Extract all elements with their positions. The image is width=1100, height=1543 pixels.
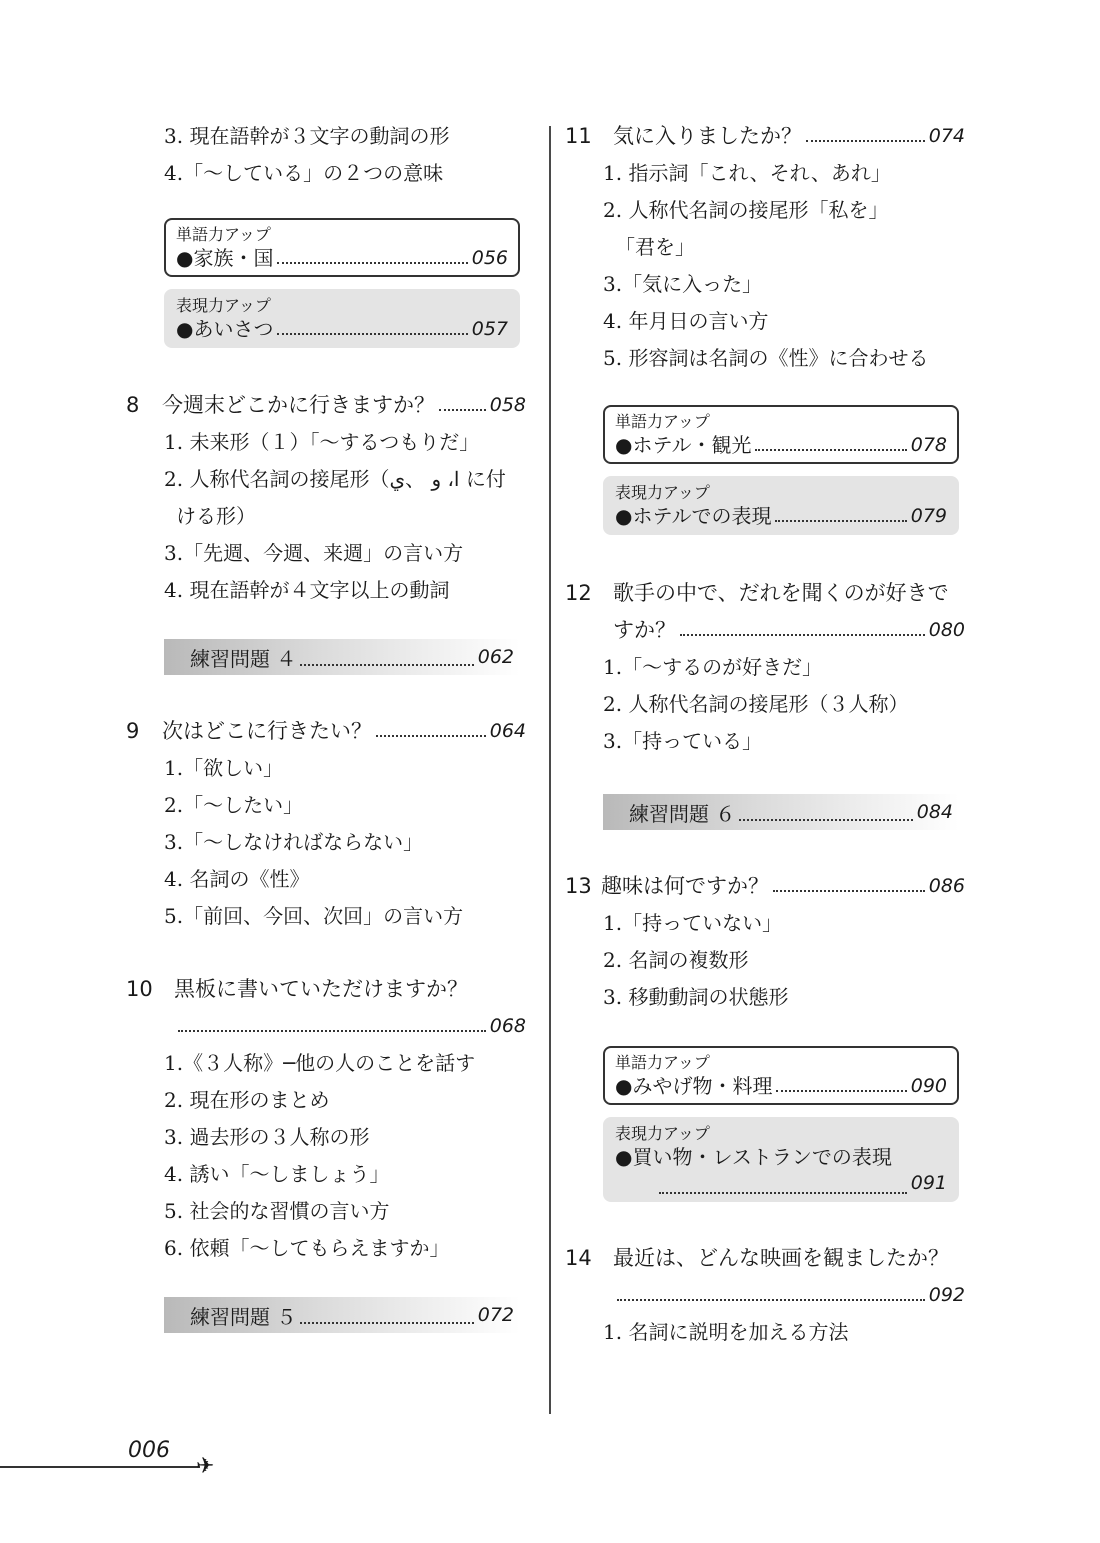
toc-subitem: 1.《３人称》─他の人のことを話す — [164, 1051, 476, 1075]
vocab-box[interactable] — [164, 218, 520, 277]
page-number: 080 — [928, 619, 965, 641]
dot-leader — [776, 1073, 906, 1092]
page-number: 062 — [477, 646, 514, 668]
chapter-title: 次はどこに行きたい？ — [162, 719, 372, 743]
toc-subitem: 5. 形容詞は名詞の《性》に合わせる — [603, 346, 929, 370]
dot-leader — [773, 868, 925, 892]
toc-subitem-continued: ける形） — [176, 504, 256, 528]
box-label: 表現力アップ — [176, 296, 271, 315]
box-title: ●あいさつ — [176, 317, 274, 341]
dot-leader — [277, 245, 467, 264]
chapter-8-heading[interactable] — [126, 387, 526, 424]
page-number: 090 — [910, 1075, 947, 1097]
chapter-12-heading[interactable] — [565, 575, 965, 612]
dot-leader — [755, 432, 906, 451]
box-title: ●家族・国 — [176, 246, 274, 270]
exercise-title: 練習問題 ４ — [190, 646, 297, 671]
toc-subitem: 1. 指示詞「これ、それ、あれ」 — [603, 161, 891, 185]
dot-leader — [775, 503, 906, 522]
page-number: 072 — [477, 1304, 514, 1326]
chapter-title: 黒板に書いていただけますか？ — [174, 977, 468, 1001]
box-title: ●ホテル・観光 — [615, 433, 752, 457]
toc-subitem: 5.「前回、今回、次回」の言い方 — [164, 904, 464, 928]
toc-subitem: 2. 人称代名詞の接尾形（３人称） — [603, 692, 909, 716]
chapter-number: 12 — [565, 581, 592, 605]
exercise-title: 練習問題 ５ — [190, 1304, 297, 1329]
page-number: 068 — [489, 1015, 526, 1037]
page-number: 078 — [910, 434, 947, 456]
chapter-title-continued: すか？ — [613, 618, 676, 642]
box-title: ●みやげ物・料理 — [615, 1074, 773, 1098]
toc-subitem: 6. 依頼「～してもらえますか」 — [164, 1236, 450, 1260]
page-number: 058 — [489, 394, 526, 416]
vocab-box[interactable] — [603, 1046, 959, 1105]
exercise-4-banner[interactable] — [164, 639, 520, 675]
toc-subitem: 1.「～するのが好きだ」 — [603, 655, 823, 679]
toc-subitem: 1. 名詞に説明を加える方法 — [603, 1320, 849, 1344]
expression-box[interactable] — [603, 1117, 959, 1202]
toc-subitem: 4. 名詞の《性》 — [164, 867, 310, 891]
dot-leader — [739, 803, 912, 821]
exercise-6-banner[interactable] — [603, 794, 959, 830]
chapter-number: 9 — [126, 719, 140, 743]
vocab-box[interactable] — [603, 405, 959, 464]
toc-subitem: 1.「欲しい」 — [164, 756, 284, 780]
chapter-number: 10 — [126, 977, 153, 1001]
toc-subitem: 5. 社会的な習慣の言い方 — [164, 1199, 390, 1223]
chapter-10-leader — [174, 1008, 526, 1045]
toc-subitem: 3. 移動動詞の状態形 — [603, 985, 789, 1009]
chapter-number: 13 — [565, 874, 592, 898]
toc-subitem: 3.「～しなければならない」 — [164, 830, 424, 854]
toc-subitem: 4. 年月日の言い方 — [603, 309, 769, 333]
page-number: 086 — [928, 875, 965, 897]
toc-subitem: 3. 過去形の３人称の形 — [164, 1125, 370, 1149]
dot-leader — [300, 648, 473, 666]
dot-leader — [617, 1277, 925, 1301]
box-title: ●ホテルでの表現 — [615, 504, 772, 528]
toc-subitem: 3.「気に入った」 — [603, 272, 763, 296]
dot-leader — [376, 713, 486, 737]
chapter-14-heading[interactable] — [565, 1240, 965, 1277]
toc-right-column — [565, 118, 965, 1351]
page-number-footer: 006 — [128, 1438, 170, 1463]
page-number: 091 — [910, 1172, 947, 1194]
toc-subitem: 3.「先週、今週、来週」の言い方 — [164, 541, 464, 565]
chapter-12-heading-cont[interactable] — [565, 612, 965, 649]
dot-leader — [680, 612, 925, 636]
dot-leader — [659, 1170, 907, 1194]
page-number: 074 — [928, 125, 965, 147]
page-number: 064 — [489, 720, 526, 742]
airplane-icon: ✈ — [196, 1454, 215, 1479]
dot-leader — [439, 387, 486, 411]
box-label: 単語力アップ — [176, 225, 271, 244]
expression-box[interactable] — [164, 289, 520, 348]
chapter-13-heading[interactable] — [565, 868, 965, 905]
page-number: 084 — [916, 801, 953, 823]
chapter-number: 11 — [565, 124, 592, 148]
page-number: 056 — [471, 247, 508, 269]
toc-subitem: 1. 未来形（１）「～するつもりだ」 — [164, 430, 480, 454]
page-number: 057 — [471, 318, 508, 340]
dot-leader — [806, 118, 925, 142]
toc-subitem: 2. 現在形のまとめ — [164, 1088, 330, 1112]
exercise-5-banner[interactable] — [164, 1297, 520, 1333]
box-label: 表現力アップ — [615, 483, 710, 502]
toc-subitem: 3. 現在語幹が３文字の動詞の形 — [164, 124, 450, 148]
chapter-9-heading[interactable] — [126, 713, 526, 750]
toc-subitem: 1.「持っていない」 — [603, 911, 783, 935]
chapter-number: 14 — [565, 1246, 592, 1270]
expression-box[interactable] — [603, 476, 959, 535]
chapter-title: 最近は、どんな映画を観ましたか？ — [613, 1246, 949, 1270]
chapter-title: 今週末どこかに行きますか？ — [162, 393, 435, 417]
chapter-title: 趣味は何ですか？ — [601, 874, 769, 898]
chapter-10-heading[interactable] — [126, 971, 526, 1008]
dot-leader — [277, 316, 467, 335]
toc-subitem: 2. 名詞の複数形 — [603, 948, 749, 972]
toc-subitem-continued: 「君を」 — [615, 235, 695, 259]
chapter-11-heading[interactable] — [565, 118, 965, 155]
column-divider — [549, 126, 551, 1414]
dot-leader — [178, 1008, 486, 1032]
chapter-title: 歌手の中で、だれを聞くのが好きで — [613, 581, 949, 605]
chapter-14-leader — [613, 1277, 965, 1314]
box-label: 単語力アップ — [615, 412, 710, 431]
box-label: 表現力アップ — [615, 1124, 710, 1143]
toc-subitem: 2. 人称代名詞の接尾形「私を」 — [603, 198, 889, 222]
toc-left-column — [126, 118, 526, 1333]
box-title: ●買い物・レストランでの表現 — [615, 1145, 892, 1169]
toc-subitem: 4. 現在語幹が４文字以上の動詞 — [164, 578, 450, 602]
page-number: 079 — [910, 505, 947, 527]
footer-rule — [0, 1466, 200, 1468]
chapter-number: 8 — [126, 393, 140, 417]
page-number: 092 — [928, 1284, 965, 1306]
toc-subitem: 4. 誘い「～しましょう」 — [164, 1162, 390, 1186]
chapter-title: 気に入りましたか？ — [613, 124, 802, 148]
toc-subitem: 3.「持っている」 — [603, 729, 763, 753]
box-label: 単語力アップ — [615, 1053, 710, 1072]
toc-subitem: 2. 人称代名詞の接尾形（ا، و 、ي に付 — [164, 467, 506, 491]
dot-leader — [300, 1306, 473, 1324]
exercise-title: 練習問題 ６ — [629, 801, 736, 826]
toc-subitem: 2.「～したい」 — [164, 793, 304, 817]
toc-subitem: 4.「～している」の２つの意味 — [164, 161, 444, 185]
